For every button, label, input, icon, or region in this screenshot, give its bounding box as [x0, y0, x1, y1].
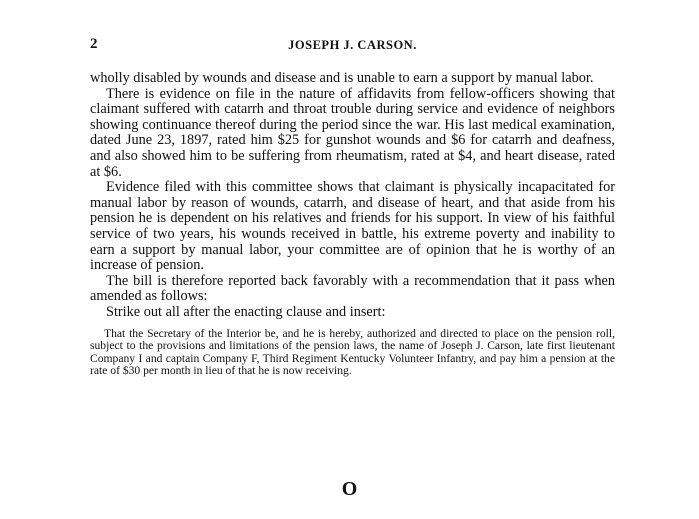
- amendment-text: That the Secretary of the Interior be, and he is hereby, authorized and directed to place on the pension roll, subject to the provisions and limitations of the pension laws, the name of Joseph J. Carson, late first lieutenant Company I and captain Company F, Third Regiment Kentucky Volunteer Infantry, and pay him a pension at the rate of $30 per month in lieu of that he is now receiving.: [90, 326, 615, 378]
- paragraph-continuation: wholly disabled by wounds and disease and is unable to earn a support by manual labor.: [90, 70, 594, 86]
- paragraph-evidence-committee: Evidence filed with this committee shows that claimant is physically incapacitated for manual labor by reason of wounds, catarrh, and disease of heart, and that aside from his pension he is dependent on his relatives and friends for his support. In view of his faithful service of two years, his wounds received in battle, his extreme poverty and inability to earn a support by manual labor, your committee are of opinion that he is worthy of an increase of pension.: [90, 179, 615, 274]
- report-body: [90, 71, 615, 321]
- running-head: JOSEPH J. CARSON.: [288, 38, 417, 52]
- paragraph-evidence-affidavits: There is evidence on file in the nature of affidavits from fellow-officers showing that claimant suffered with catarrh and throat trouble during service and evidence of neighbors showing continuance thereof during the period since the war. His last medical examination, dated June 23, 1897, rated him $25 for gunshot wounds and $6 for catarrh and deafness, and also showed him to be suffering from rheumatism, rated at $4, and heart disease, rated at $6.: [90, 85, 615, 180]
- paragraph-strike-out: Strike out all after the enacting clause and insert:: [106, 303, 386, 320]
- document-page: [90, 36, 615, 378]
- paragraph-recommendation: The bill is therefore reported back favorably with a recommendation that it pass when amended as follows:: [90, 272, 615, 305]
- end-mark: O: [341, 478, 358, 500]
- page-header: [90, 36, 615, 54]
- page-number: 2: [90, 36, 98, 52]
